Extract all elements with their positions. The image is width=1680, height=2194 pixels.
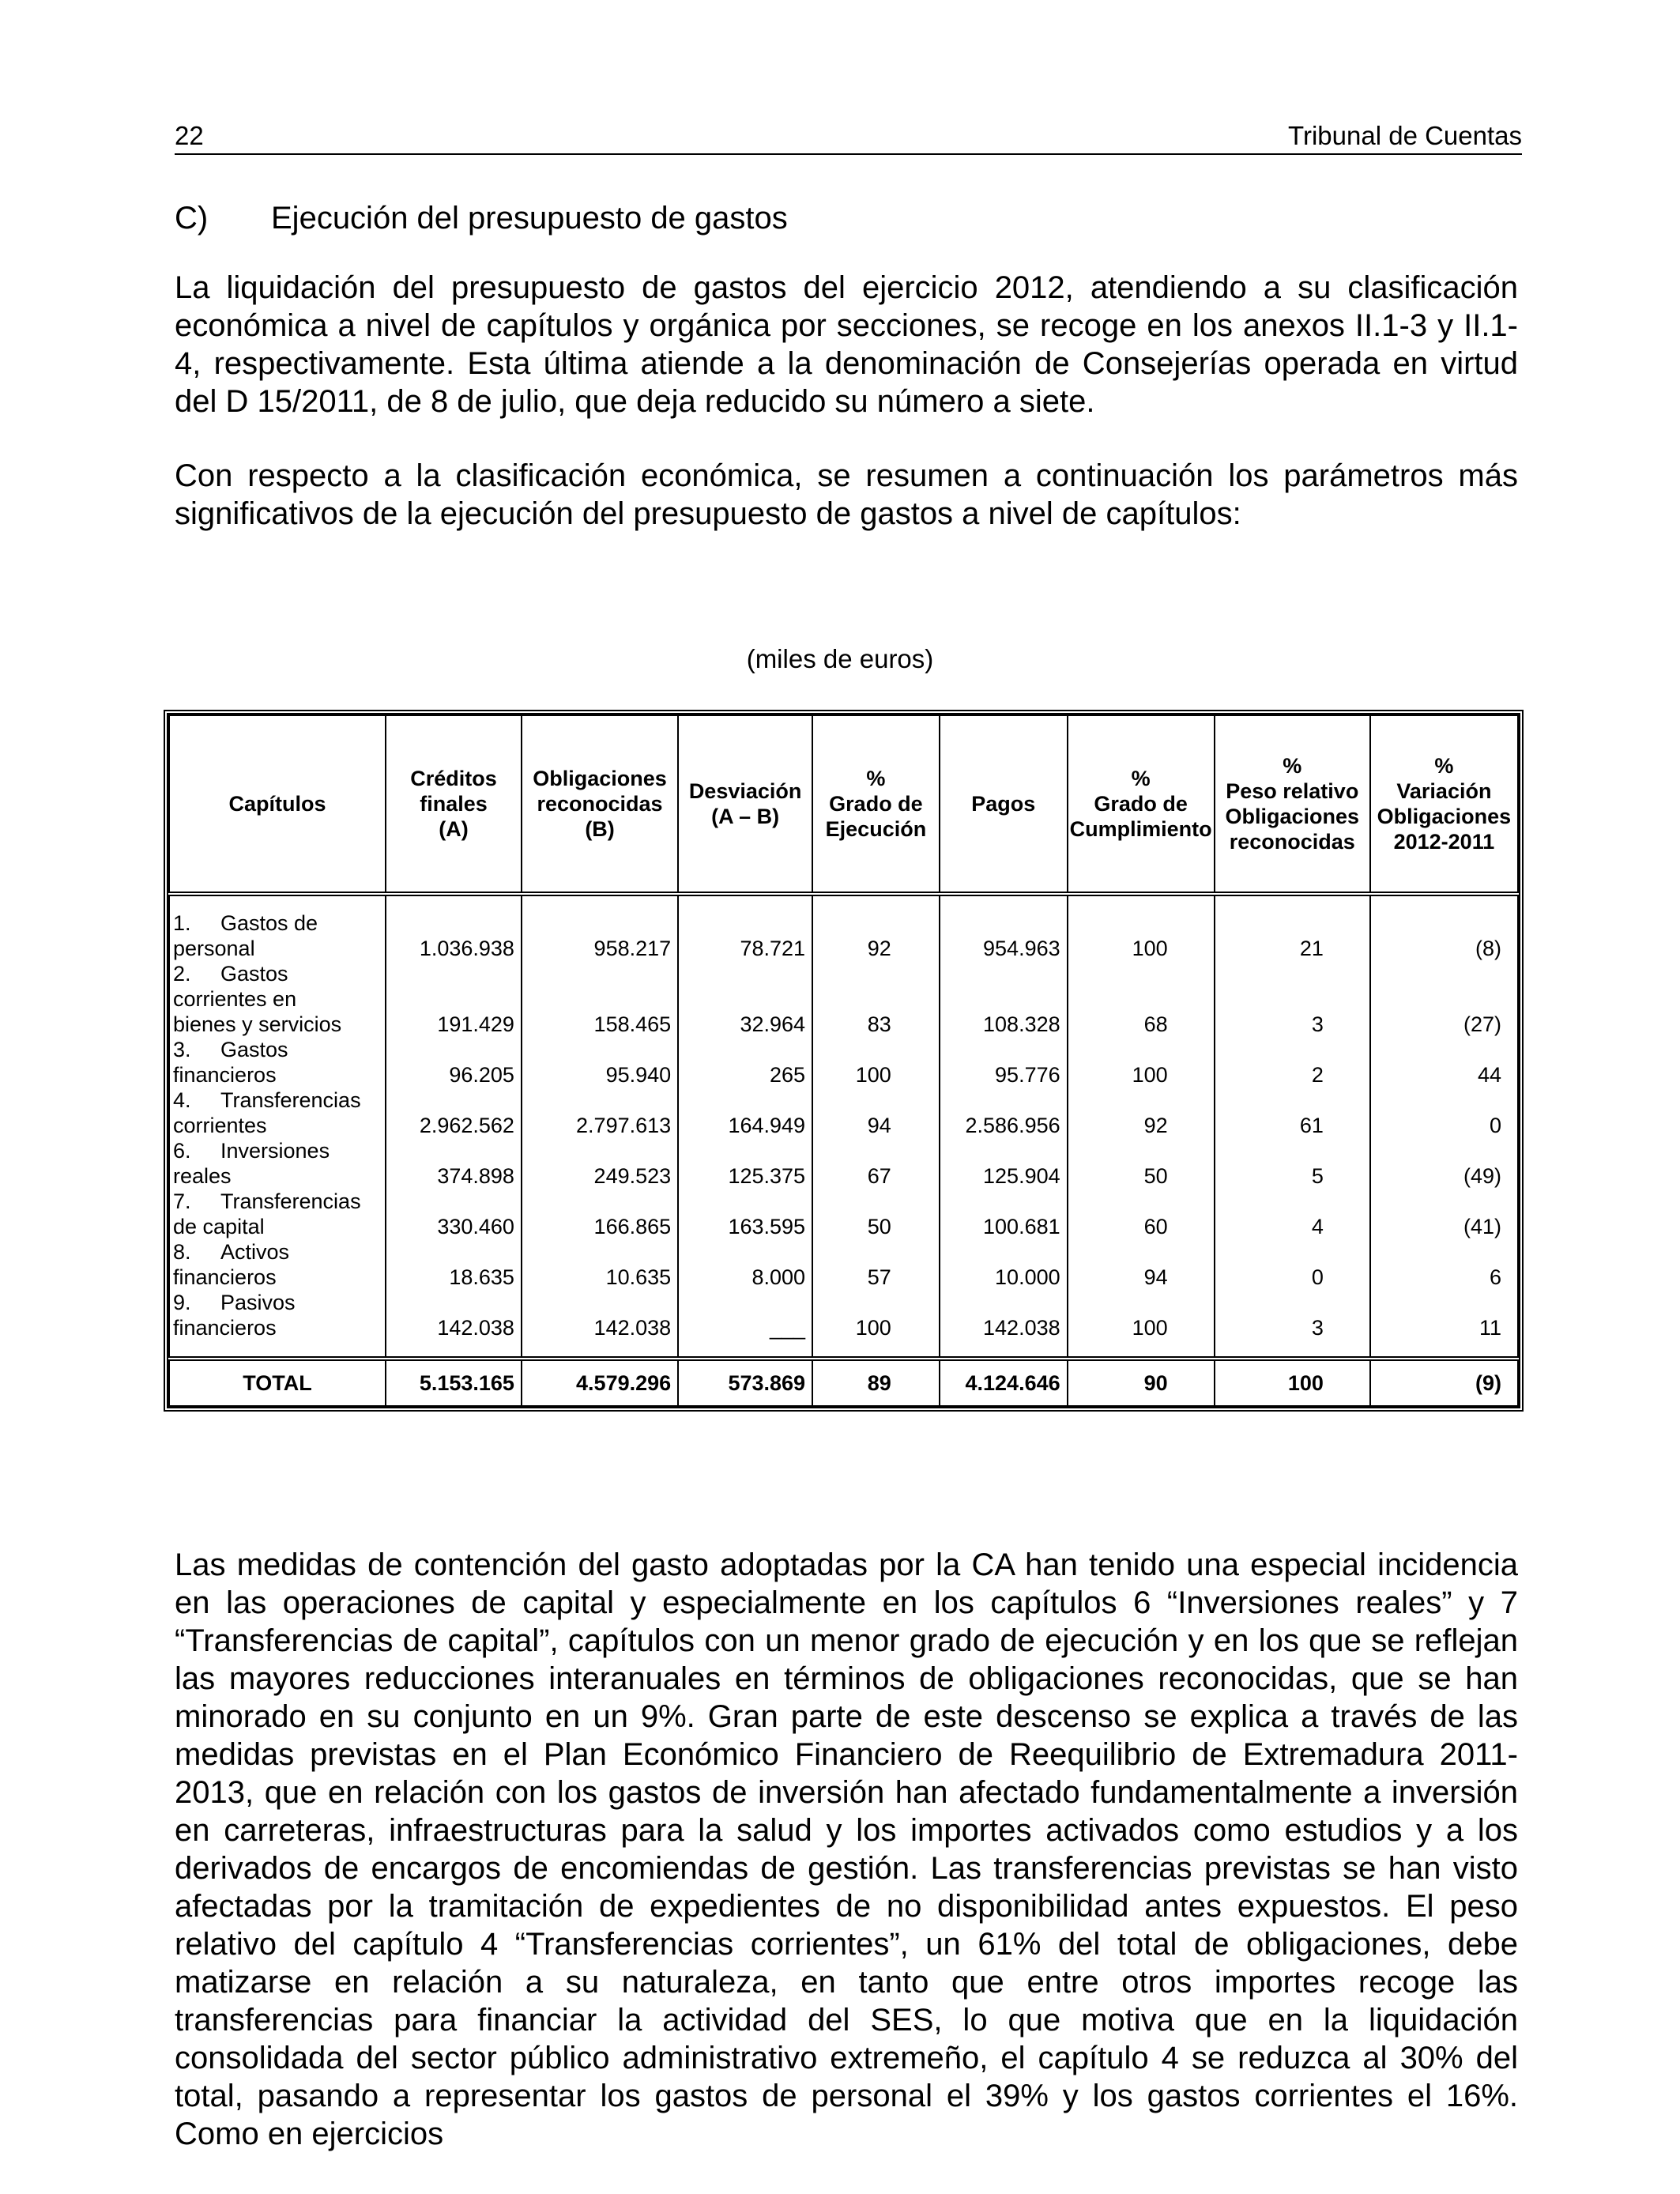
cell-grado-ejecucion: 50 xyxy=(812,1189,940,1239)
table-row xyxy=(169,1138,1518,1189)
cell-creditos: 1.036.938 xyxy=(386,894,522,961)
header-grado-cumplimiento: % Grado de Cumplimiento xyxy=(1068,715,1215,894)
cell-creditos: 330.460 xyxy=(386,1189,522,1239)
cell-obligaciones: 158.465 xyxy=(522,961,678,1037)
cell-variacion: 6 xyxy=(1370,1239,1518,1290)
header-variacion: % Variación Obligaciones 2012-2011 xyxy=(1370,715,1518,894)
cell-grado-ejecucion: 94 xyxy=(812,1088,940,1138)
table-row xyxy=(169,1037,1518,1088)
cell-grado-cumplimiento: 94 xyxy=(1068,1239,1215,1290)
total-peso: 100 xyxy=(1215,1359,1370,1406)
cell-variacion: 0 xyxy=(1370,1088,1518,1138)
section-title: Ejecución del presupuesto de gastos xyxy=(271,201,788,236)
cell-grado-ejecucion: 57 xyxy=(812,1239,940,1290)
cell-creditos: 191.429 xyxy=(386,961,522,1037)
cell-variacion: 11 xyxy=(1370,1290,1518,1359)
cell-desviacion: 265 xyxy=(678,1037,812,1088)
cell-variacion: (49) xyxy=(1370,1138,1518,1189)
cell-creditos: 18.635 xyxy=(386,1239,522,1290)
table-row xyxy=(169,1239,1518,1290)
table-header-row xyxy=(169,715,1518,894)
header-capitulos: Capítulos xyxy=(169,715,386,894)
cell-obligaciones: 142.038 xyxy=(522,1290,678,1359)
cell-pagos: 10.000 xyxy=(940,1239,1068,1290)
cell-pagos: 142.038 xyxy=(940,1290,1068,1359)
cell-peso: 4 xyxy=(1215,1189,1370,1239)
cell-creditos: 142.038 xyxy=(386,1290,522,1359)
page-number: 22 xyxy=(175,121,204,150)
cell-obligaciones: 95.940 xyxy=(522,1037,678,1088)
table-row xyxy=(169,1189,1518,1239)
row-capitulo: 3. Gastos financieros xyxy=(169,1037,386,1088)
total-grado-ejecucion: 89 xyxy=(812,1359,940,1406)
cell-obligaciones: 166.865 xyxy=(522,1189,678,1239)
cell-pagos: 954.963 xyxy=(940,894,1068,961)
cell-peso: 61 xyxy=(1215,1088,1370,1138)
cell-variacion: 44 xyxy=(1370,1037,1518,1088)
cell-creditos: 374.898 xyxy=(386,1138,522,1189)
cell-pagos: 100.681 xyxy=(940,1189,1068,1239)
row-capitulo: 2. Gastos corrientes en bienes y servicios xyxy=(169,961,386,1037)
cell-desviacion: 8.000 xyxy=(678,1239,812,1290)
cell-desviacion: ___ xyxy=(678,1290,812,1359)
cell-grado-cumplimiento: 68 xyxy=(1068,961,1215,1037)
section-letter: C) xyxy=(175,201,209,236)
table-row xyxy=(169,961,1518,1037)
table-row xyxy=(169,1290,1518,1359)
row-capitulo: 6. Inversiones reales xyxy=(169,1138,386,1189)
header-grado-ejecucion: % Grado de Ejecución xyxy=(812,715,940,894)
cell-creditos: 96.205 xyxy=(386,1037,522,1088)
cell-grado-cumplimiento: 100 xyxy=(1068,1290,1215,1359)
cell-grado-ejecucion: 92 xyxy=(812,894,940,961)
total-grado-cumplimiento: 90 xyxy=(1068,1359,1215,1406)
table-total-row xyxy=(169,1359,1518,1406)
cell-variacion: (8) xyxy=(1370,894,1518,961)
paragraph-intro: La liquidación del presupuesto de gastos del ejercicio 2012, atendiendo a su clasificación económica a nivel de capítulos y orgánica por secciones, se recoge en los anexos II.1-3 y II.1-4, respectivamente. Esta última atiende a la denominación de Consejerías operada en virtud del D 15/2011, de 8 de julio, que deja reducido su número a siete. xyxy=(175,270,1518,419)
header-peso-relativo: % Peso relativo Obligaciones reconocidas xyxy=(1215,715,1370,894)
cell-creditos: 2.962.562 xyxy=(386,1088,522,1138)
cell-grado-cumplimiento: 100 xyxy=(1068,894,1215,961)
cell-peso: 2 xyxy=(1215,1037,1370,1088)
section-heading xyxy=(175,198,788,239)
cell-grado-cumplimiento: 50 xyxy=(1068,1138,1215,1189)
cell-pagos: 95.776 xyxy=(940,1037,1068,1088)
cell-peso: 5 xyxy=(1215,1138,1370,1189)
cell-obligaciones: 249.523 xyxy=(522,1138,678,1189)
cell-pagos: 125.904 xyxy=(940,1138,1068,1189)
cell-desviacion: 163.595 xyxy=(678,1189,812,1239)
budget-table xyxy=(164,710,1524,1412)
header-desviacion: Desviación (A – B) xyxy=(678,715,812,894)
total-obligaciones: 4.579.296 xyxy=(522,1359,678,1406)
cell-grado-cumplimiento: 92 xyxy=(1068,1088,1215,1138)
cell-peso: 0 xyxy=(1215,1239,1370,1290)
cell-obligaciones: 958.217 xyxy=(522,894,678,961)
row-capitulo: 1. Gastos de personal xyxy=(169,894,386,961)
cell-variacion: (41) xyxy=(1370,1189,1518,1239)
cell-grado-cumplimiento: 60 xyxy=(1068,1189,1215,1239)
cell-peso: 3 xyxy=(1215,1290,1370,1359)
cell-obligaciones: 10.635 xyxy=(522,1239,678,1290)
row-capitulo: 4. Transferencias corrientes xyxy=(169,1088,386,1138)
header-pagos: Pagos xyxy=(940,715,1068,894)
cell-grado-ejecucion: 83 xyxy=(812,961,940,1037)
cell-desviacion: 32.964 xyxy=(678,961,812,1037)
paragraph-summary: Con respecto a la clasificación económica, se resumen a continuación los parámetros más significativos de la ejecución del presupuesto de gastos a nivel de capítulos: xyxy=(175,458,1518,531)
total-creditos: 5.153.165 xyxy=(386,1359,522,1406)
publisher-name: Tribunal de Cuentas xyxy=(1288,121,1522,150)
cell-peso: 3 xyxy=(1215,961,1370,1037)
cell-variacion: (27) xyxy=(1370,961,1518,1037)
header-creditos: Créditos finales (A) xyxy=(386,715,522,894)
row-capitulo: 8. Activos financieros xyxy=(169,1239,386,1290)
cell-desviacion: 125.375 xyxy=(678,1138,812,1189)
cell-peso: 21 xyxy=(1215,894,1370,961)
table-row xyxy=(169,894,1518,961)
total-label: TOTAL xyxy=(169,1359,386,1406)
cell-pagos: 108.328 xyxy=(940,961,1068,1037)
total-variacion: (9) xyxy=(1370,1359,1518,1406)
table-row xyxy=(169,1088,1518,1138)
row-capitulo: 7. Transferencias de capital xyxy=(169,1189,386,1239)
paragraph-analysis: Las medidas de contención del gasto adoptadas por la CA han tenido una especial incidencia en las operaciones de capital y especialmente en los capítulos 6 “Inversiones reales” y 7 “Transferencias de capital”, capítulos con un menor grado de ejecución y en los que se reflejan las mayores reducciones interanuales en términos de obligaciones reconocidas, que se han minorado en su conjunto en un 9%. Gran parte de este descenso se explica a través de las medidas previstas en el Plan Económico Financiero de Reequilibrio de Extremadura 2011-2013, que en relación con los gastos de inversión han afectado fundamentalmente a inversión en carreteras, infraestructuras para la salud y los importes activados como estudios y a los derivados de encargos de encomiendas de gestión. Las transferencias previstas se han visto afectadas por la tramitación de expedientes de no disponibilidad antes expuestos. El peso relativo del capítulo 4 “Transferencias corrientes”, un 61% del total de obligaciones, debe matizarse en relación a su naturaleza, en tanto que entre otros importes recoge las transferencias para financiar la actividad del SES, lo que motiva que en la liquidación consolidada del sector público administrativo extremeño, el capítulo 4 se reduzca al 30% del total, pasando a representar los gastos de personal el 39% y los gastos corrientes el 16%. Como en ejercicios xyxy=(175,1547,1518,2151)
total-pagos: 4.124.646 xyxy=(940,1359,1068,1406)
header-obligaciones: Obligaciones reconocidas (B) xyxy=(522,715,678,894)
table-units-caption: (miles de euros) xyxy=(746,644,934,673)
cell-grado-ejecucion: 100 xyxy=(812,1037,940,1088)
cell-pagos: 2.586.956 xyxy=(940,1088,1068,1138)
cell-desviacion: 164.949 xyxy=(678,1088,812,1138)
row-capitulo: 9. Pasivos financieros xyxy=(169,1290,386,1359)
cell-grado-ejecucion: 67 xyxy=(812,1138,940,1189)
cell-obligaciones: 2.797.613 xyxy=(522,1088,678,1138)
total-desviacion: 573.869 xyxy=(678,1359,812,1406)
cell-grado-ejecucion: 100 xyxy=(812,1290,940,1359)
page-header xyxy=(175,119,1522,155)
cell-grado-cumplimiento: 100 xyxy=(1068,1037,1215,1088)
cell-desviacion: 78.721 xyxy=(678,894,812,961)
